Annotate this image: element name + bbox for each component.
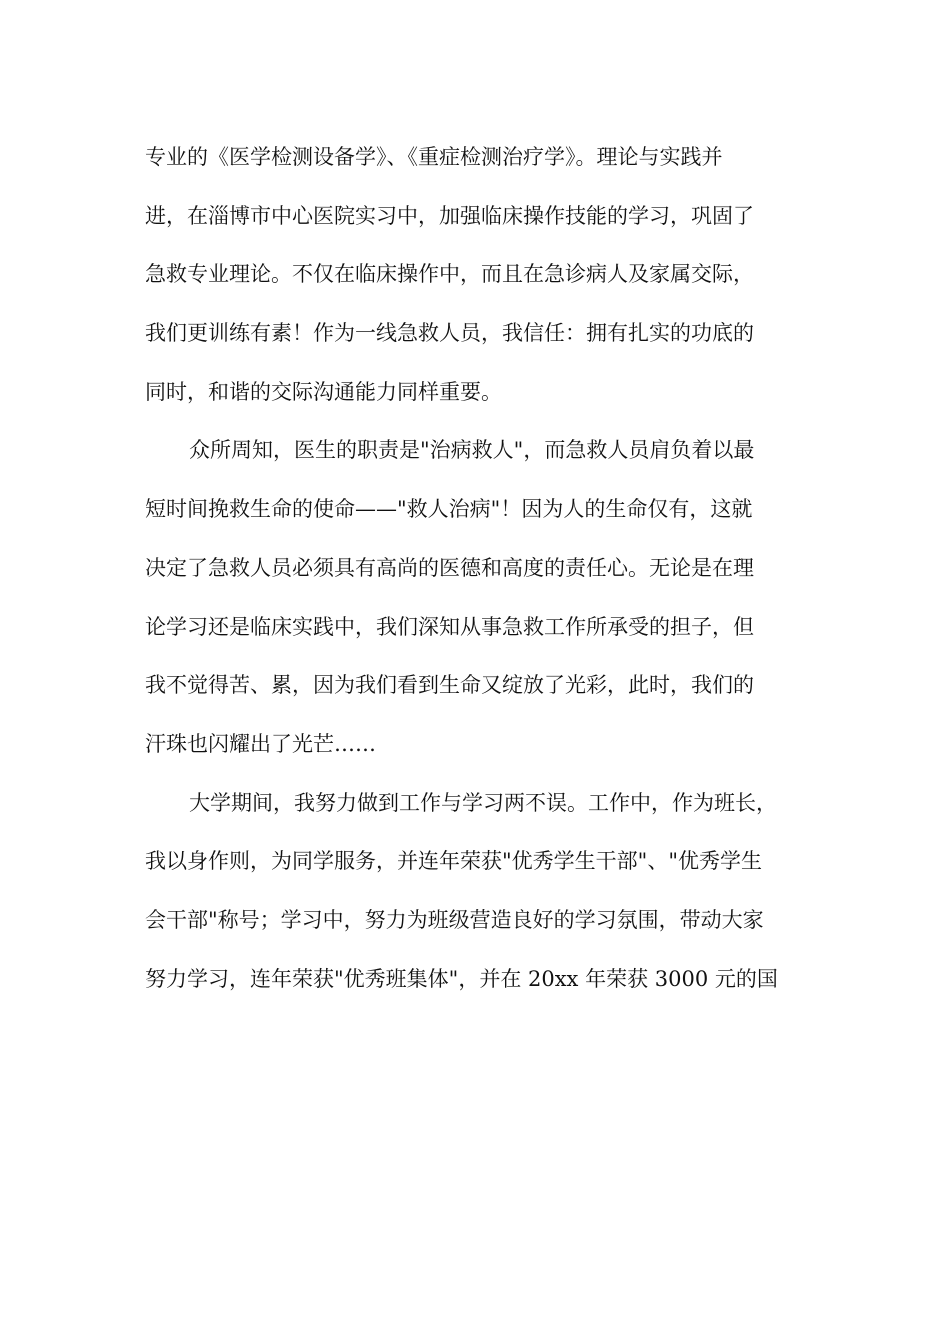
text-line: 我以身作则，为同学服务，并连年荣获"优秀学生干部"、"优秀学生 <box>145 849 762 874</box>
text-line: 我们更训练有素！作为一线急救人员，我信任：拥有扎实的功底的 <box>145 321 754 346</box>
text-line: 急救专业理论。不仅在临床操作中，而且在急诊病人及家属交际， <box>145 262 754 287</box>
paragraph-start-line: 众所周知，医生的职责是"治病救人"，而急救人员肩负着以最 <box>189 438 755 463</box>
paragraph-start-line: 大学期间，我努力做到工作与学习两不误。工作中，作为班长， <box>189 790 777 815</box>
text-line: 汗珠也闪耀出了光芒…… <box>145 731 376 756</box>
body-text <box>145 128 825 1008</box>
text-line: 会干部"称号；学习中，努力为班级营造良好的学习氛围，带动大家 <box>145 907 764 932</box>
text-line: 决定了急救人员必须具有高尚的医德和高度的责任心。无论是在理 <box>145 555 754 580</box>
text-line: 进，在淄博市中心医院实习中，加强临床操作技能的学习，巩固了 <box>145 203 754 228</box>
text-line: 专业的《医学检测设备学》、《重症检测治疗学》。理论与实践并 <box>145 145 723 169</box>
text-line: 我不觉得苦、累，因为我们看到生命又绽放了光彩，此时，我们的 <box>145 673 754 698</box>
text-line: 同时，和谐的交际沟通能力同样重要。 <box>145 379 502 404</box>
text-line: 论学习还是临床实践中，我们深知从事急救工作所承受的担子，但 <box>145 614 754 639</box>
text-line: 努力学习，连年荣获"优秀班集体"，并在 20xx 年荣获 3000 元的国 <box>145 966 778 991</box>
text-line: 短时间挽救生命的使命——"救人治病"！因为人的生命仅有，这就 <box>145 497 753 522</box>
